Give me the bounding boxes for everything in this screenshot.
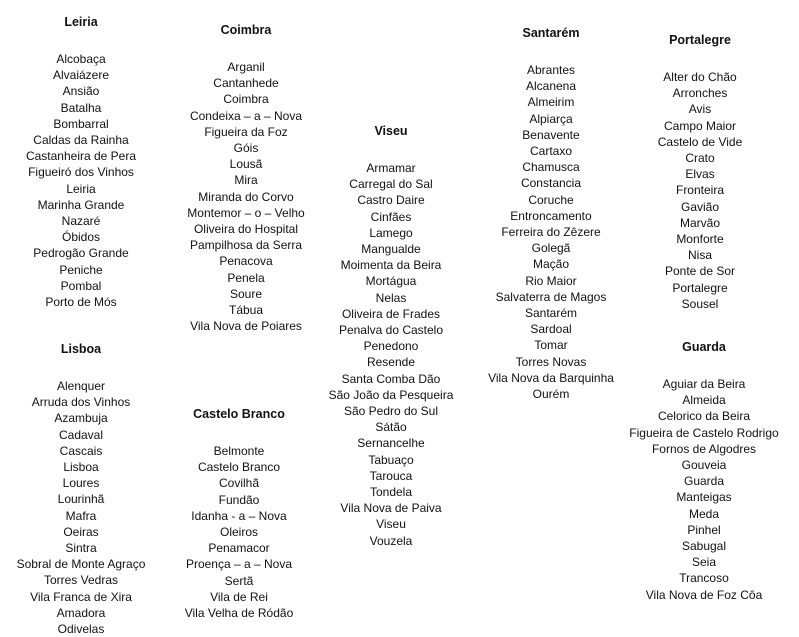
municipality-item: Lisboa <box>63 460 99 475</box>
municipality-item: Penalva do Castelo <box>338 323 444 338</box>
district-castelo-branco <box>176 407 302 621</box>
municipality-item: Avis <box>688 102 712 117</box>
municipality-item: Azambuja <box>54 411 108 426</box>
municipality-item: Viseu <box>376 517 406 532</box>
municipality-list <box>17 51 145 310</box>
municipality-item: Guarda <box>683 474 725 489</box>
municipality-item: Coimbra <box>223 92 269 107</box>
municipality-item: Caldas da Rainha <box>33 133 129 148</box>
municipality-item: Vila Nova de Paiva <box>340 501 442 516</box>
municipality-item: Crato <box>685 151 715 166</box>
municipality-item: Celorico da Beira <box>657 409 751 424</box>
municipality-item: Sousel <box>681 296 719 311</box>
municipality-item: Armamar <box>366 161 416 175</box>
municipality-item: Arganil <box>227 60 265 74</box>
municipality-item: Bombarral <box>53 116 109 131</box>
municipality-item: Peniche <box>59 262 103 277</box>
municipality-item: Idanha - a – Nova <box>191 508 287 523</box>
municipality-list <box>176 59 316 334</box>
district-viseu <box>325 124 457 549</box>
municipality-item: Mangualde <box>361 242 421 257</box>
municipality-item: Castelo de Vide <box>657 134 743 149</box>
municipality-item: Vila Nova de Foz Côa <box>645 587 763 602</box>
district-title: Santarém <box>522 26 580 40</box>
municipality-item: Figueira da Foz <box>204 124 288 139</box>
municipality-item: Carregal do Sal <box>349 177 433 192</box>
municipality-item: Odivelas <box>57 622 105 637</box>
municipality-item: Entroncamento <box>510 208 592 223</box>
municipality-item: Mafra <box>65 508 97 523</box>
municipality-item: Moimenta da Beira <box>340 258 442 273</box>
municipality-item: Nelas <box>375 290 407 305</box>
district-title: Portalegre <box>669 33 731 47</box>
municipality-item: Castanheira de Pera <box>25 149 137 164</box>
district-lisboa <box>8 342 154 637</box>
municipality-item: Fundão <box>218 492 260 507</box>
municipality-item: Abrantes <box>526 63 576 77</box>
municipality-item: Soure <box>229 286 263 301</box>
municipality-item: Condeixa – a – Nova <box>189 108 303 123</box>
municipality-item: Coruche <box>528 192 574 207</box>
municipality-item: Alter do Chão <box>663 70 737 84</box>
municipality-item: Arronches <box>672 86 728 101</box>
municipality-item: São João da Pesqueira <box>328 387 454 402</box>
municipality-list <box>481 62 621 402</box>
municipality-item: Pombal <box>60 278 102 293</box>
municipality-item: Vila de Rei <box>210 589 268 604</box>
municipality-item: Sintra <box>65 541 97 556</box>
municipality-list <box>176 443 302 621</box>
municipality-list <box>8 378 154 637</box>
municipality-item: Cantanhede <box>213 76 279 91</box>
municipality-item: Montemor – o – Velho <box>187 205 305 220</box>
municipality-item: Pinhel <box>687 522 721 537</box>
municipality-item: Figueiró dos Vinhos <box>28 165 134 180</box>
district-portalegre <box>642 33 758 312</box>
municipality-item: Torres Novas <box>515 354 587 369</box>
municipality-item: Leiria <box>66 181 96 196</box>
municipality-item: Vila Franca de Xira <box>30 589 132 604</box>
municipality-item: Oliveira de Frades <box>341 306 441 321</box>
municipality-list <box>325 160 457 549</box>
municipality-item: Miranda do Corvo <box>198 189 294 204</box>
municipality-item: Salvaterra de Magos <box>495 289 607 304</box>
municipality-item: Resende <box>366 355 416 370</box>
municipality-item: Alcobaça <box>56 52 106 66</box>
municipality-item: Sardoal <box>530 322 572 337</box>
municipality-item: Ansião <box>62 84 100 99</box>
district-title: Castelo Branco <box>193 407 285 421</box>
municipality-item: Amadora <box>56 605 106 620</box>
municipality-item: Ponte de Sor <box>664 264 736 279</box>
district-title: Lisboa <box>60 342 102 356</box>
municipality-item: Fornos de Algodres <box>651 441 757 456</box>
municipality-item: Nazaré <box>61 214 101 229</box>
municipality-item: Ferreira do Zêzere <box>501 225 601 240</box>
municipality-item: Penela <box>227 270 265 285</box>
municipality-item: Sabugal <box>681 539 727 554</box>
municipality-item: Lourinhã <box>57 492 105 507</box>
municipality-item: Vouzela <box>369 533 413 548</box>
municipality-item: Vila Velha de Ródão <box>184 606 294 621</box>
municipality-item: Sertã <box>224 573 254 588</box>
municipality-item: Meda <box>688 506 720 521</box>
municipality-item: Alenquer <box>56 379 106 393</box>
municipality-item: Campo Maior <box>663 118 737 133</box>
municipality-item: Rio Maior <box>525 273 577 288</box>
municipality-list <box>642 69 758 312</box>
municipality-item: Góis <box>233 141 259 156</box>
municipality-item: Lousã <box>229 157 263 172</box>
municipality-item: Lamego <box>369 225 413 240</box>
district-title: Coimbra <box>220 23 272 37</box>
municipality-item: Mação <box>532 257 570 272</box>
municipality-item: Golegã <box>531 241 571 256</box>
municipality-item: Torres Vedras <box>43 573 119 588</box>
municipality-item: Arruda dos Vinhos <box>31 395 131 410</box>
municipality-item: Mortágua <box>365 274 417 289</box>
municipality-item: São Pedro do Sul <box>343 404 439 419</box>
municipality-item: Constancia <box>520 176 582 191</box>
municipality-item: Marinha Grande <box>37 197 125 212</box>
municipality-item: Óbidos <box>61 230 101 245</box>
municipality-item: Ourém <box>532 387 570 402</box>
municipality-item: Mira <box>234 173 258 188</box>
municipality-item: Covilhã <box>218 476 260 491</box>
municipality-item: Castro Daire <box>357 193 425 208</box>
municipality-item: Loures <box>62 476 100 491</box>
municipality-item: Seia <box>691 555 717 570</box>
municipality-item: Penedono <box>363 339 419 354</box>
municipality-item: Tondela <box>369 485 413 500</box>
municipality-item: Belmonte <box>213 444 265 458</box>
district-coimbra <box>176 23 316 334</box>
municipality-item: Portalegre <box>672 280 728 295</box>
municipality-item: Marvão <box>679 215 720 230</box>
municipality-item: Vila Nova da Barquinha <box>488 370 614 385</box>
district-title: Viseu <box>374 124 408 138</box>
municipality-item: Sernancelhe <box>357 436 425 451</box>
municipality-item: Almeida <box>682 393 726 408</box>
municipality-item: Tarouca <box>369 468 413 483</box>
municipality-item: Santarém <box>524 306 578 321</box>
municipality-item: Gavião <box>680 199 720 214</box>
municipality-item: Fronteira <box>675 183 725 198</box>
municipality-item: Tomar <box>534 338 568 353</box>
municipality-item: Alcanena <box>525 79 577 94</box>
municipality-item: Oliveira do Hospital <box>193 222 299 237</box>
municipality-item: Santa Comba Dão <box>341 371 441 386</box>
municipality-item: Monforte <box>676 232 724 247</box>
municipality-item: Porto de Mós <box>45 295 117 310</box>
municipality-item: Benavente <box>522 127 580 142</box>
municipality-item: Oleiros <box>219 525 258 540</box>
municipality-item: Tabuaço <box>368 452 414 467</box>
municipality-item: Vila Nova de Poiares <box>190 319 302 334</box>
municipality-item: Pampilhosa da Serra <box>189 238 303 253</box>
municipality-item: Batalha <box>60 100 102 115</box>
municipality-item: Castelo Branco <box>197 460 281 475</box>
municipality-item: Cinfães <box>370 209 412 224</box>
municipality-item: Sátão <box>375 420 407 435</box>
municipality-item: Oeiras <box>63 524 99 539</box>
district-title: Guarda <box>682 340 726 354</box>
district-santarem <box>481 26 621 402</box>
municipality-item: Cadaval <box>58 427 104 442</box>
municipality-item: Trancoso <box>679 571 729 586</box>
municipality-item: Gouveia <box>681 458 727 473</box>
municipality-item: Tábua <box>228 303 264 318</box>
municipality-item: Chamusca <box>522 160 580 175</box>
municipality-item: Alpiarça <box>529 111 573 126</box>
municipality-item: Penamacor <box>208 541 270 556</box>
municipality-item: Proença – a – Nova <box>185 557 293 572</box>
municipality-item: Manteigas <box>676 490 732 505</box>
district-guarda <box>622 340 786 603</box>
municipality-list <box>622 376 786 603</box>
district-leiria <box>17 15 145 310</box>
municipality-item: Alvaiázere <box>52 68 110 83</box>
municipality-item: Cascais <box>59 443 103 458</box>
municipality-item: Pedrogão Grande <box>33 246 129 261</box>
municipality-item: Nisa <box>687 248 712 263</box>
municipality-item: Sobral de Monte Agraço <box>16 557 146 572</box>
municipality-item: Aguiar da Beira <box>662 377 746 391</box>
district-title: Leiria <box>64 15 98 29</box>
municipality-item: Figueira de Castelo Rodrigo <box>629 425 779 440</box>
municipality-item: Cartaxo <box>529 144 573 159</box>
municipality-item: Penacova <box>219 254 273 269</box>
municipality-item: Elvas <box>685 167 715 182</box>
municipality-item: Almeirim <box>527 95 575 110</box>
